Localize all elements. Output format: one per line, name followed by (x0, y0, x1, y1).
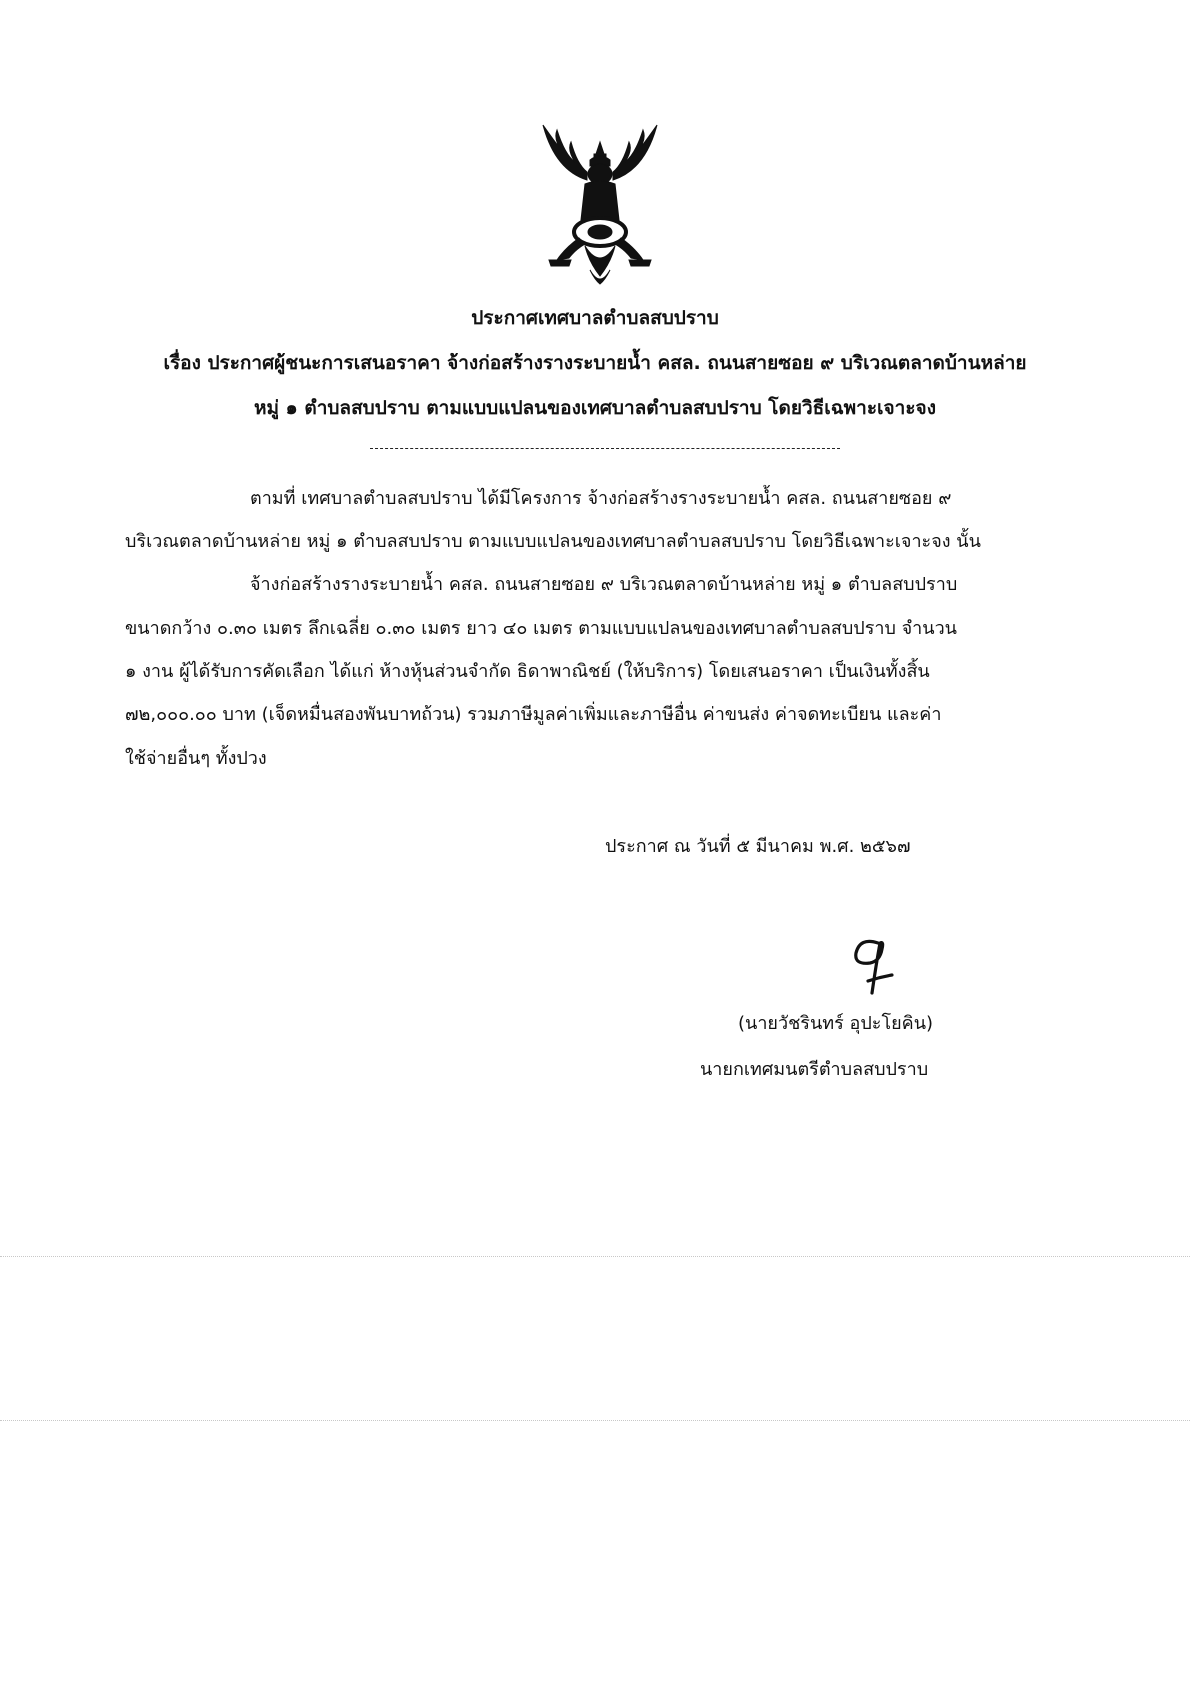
paragraph-2-line-3: ๑ งาน ผู้ได้รับการคัดเลือก ได้แก่ ห้างหุ้นส่วนจำกัด ธิดาพาณิชย์ (ให้บริการ) โดยเสนอราคา เป็นเงินทั้งสิ้น (125, 661, 930, 682)
announcement-date: ประกาศ ณ วันที่ ๕ มีนาคม พ.ศ. ๒๕๖๗ (605, 836, 911, 857)
signer-name: (นายวัชรินทร์ อุปะโยคิน) (738, 1013, 934, 1034)
signer-position: นายกเทศมนตรีตำบลสบปราบ (700, 1059, 929, 1080)
paragraph-1-line-1: ตามที่ เทศบาลตำบลสบปราบ ได้มีโครงการ จ้างก่อสร้างรางระบายน้ำ คสล. ถนนสายซอย ๙ (250, 488, 952, 509)
paragraph-2-line-1: จ้างก่อสร้างรางระบายน้ำ คสล. ถนนสายซอย ๙ บริเวณตลาดบ้านหล่าย หมู่ ๑ ตำบลสบปราบ (250, 574, 958, 595)
paragraph-1-line-2: บริเวณตลาดบ้านหล่าย หมู่ ๑ ตำบลสบปราบ ตามแบบแปลนของเทศบาลตำบลสบปราบ โดยวิธีเฉพาะเจาะจง นั้น (125, 531, 981, 552)
paragraph-2-line-4: ๗๒,๐๐๐.๐๐ บาท (เจ็ดหมื่นสองพันบาทถ้วน) รวมภาษีมูลค่าเพิ่มและภาษีอื่น ค่าขนส่ง ค่าจดทะเบียน และค่า (125, 704, 942, 725)
garuda-emblem-icon (535, 120, 665, 288)
scan-noise-line (0, 1420, 1190, 1421)
paragraph-2-line-5: ใช้จ่ายอื่นๆ ทั้งปวง (125, 748, 267, 769)
paragraph-2-line-2: ขนาดกว้าง ๐.๓๐ เมตร ลึกเฉลี่ย ๐.๓๐ เมตร ยาว ๔๐ เมตร ตามแบบแปลนของเทศบาลตำบลสบปราบ จำนวน (125, 618, 957, 639)
document-title: ประกาศเทศบาลตำบลสบปราบ (471, 307, 719, 329)
document-subject-line-2: หมู่ ๑ ตำบลสบปราบ ตามแบบแปลนของเทศบาลตำบลสบปราบ โดยวิธีเฉพาะเจาะจง (254, 397, 936, 419)
document-subject-line-1: เรื่อง ประกาศผู้ชนะการเสนอราคา จ้างก่อสร้างรางระบายน้ำ คสล. ถนนสายซอย ๙ บริเวณตลาดบ้านหล่าย (163, 352, 1027, 374)
scan-noise-line (0, 1256, 1190, 1257)
dashed-divider (370, 448, 840, 449)
handwritten-signature (840, 935, 900, 997)
